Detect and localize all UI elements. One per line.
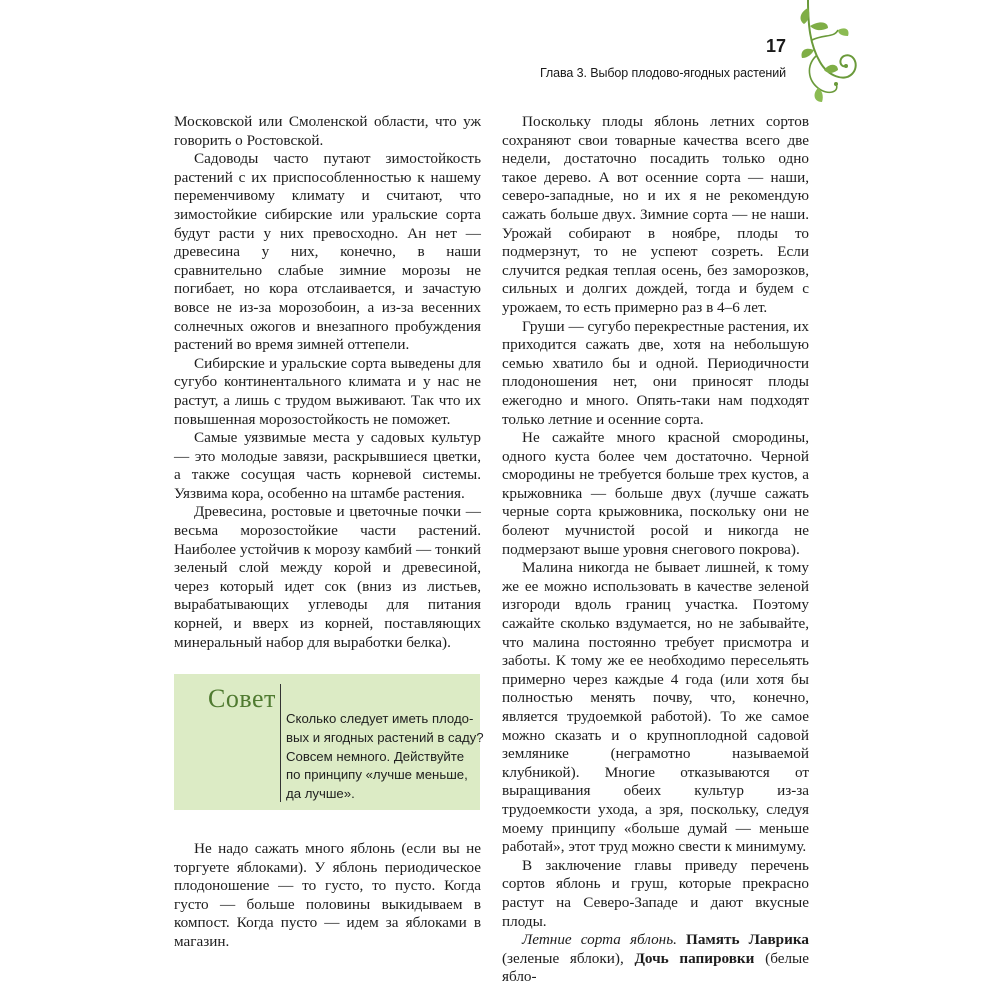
paragraph: Древесина, ростовые и цветочные почки — весьма морозостойкие части растений. Наиболее устойчив к морозу камбий — тонкий зеленый слой между корой и древесиной, через который идет сок (вниз из листьев, вырабатывающих углеводы для питания корней, и вверх из корней, поставляющих минеральный набор для выработки белка). — [174, 503, 481, 651]
tip-title: Совет — [208, 684, 276, 713]
variety-name: Дочь папировки — [634, 949, 755, 967]
paragraph: Малина никогда не бывает лишней, к тому же ее можно использовать в качестве зеленой изгороди вдоль границ участка. Поэтому сажайте сколько вздумается, но не забывайте, что малина постоянно требует присмотра и заботы. К тому же ее необходимо пересельять примерно через каждые 4 года (или хотя бы полностью менять почву, что, конечно, является трудоемкой работой). То же самое можно сказать и о крупноплодной садовой землянике (неграмотно называемой клубникой). Многие отказываются от выращивания обеих культур из-за трудоемкости ухода, а зря, поскольку, следуя моему принципу «больше думай — меньше работай», этот труд можно свести к минимуму. — [502, 559, 809, 856]
page-number: 17 — [765, 36, 786, 56]
variety-note: (белые ябло- — [502, 949, 809, 986]
tip-box — [174, 674, 484, 810]
right-column — [502, 113, 809, 987]
left-column-lower — [174, 840, 481, 952]
variety-paragraph — [502, 931, 809, 987]
paragraph: Сибирские и уральские сорта выведены для сугубо континентального климата и у нас не растут, а лишь с трудом выживают. Так что их повышенная морозостойкость не поможет. — [174, 354, 481, 428]
paragraph: Самые уязвимые места у садовых культур — это молодые завязи, раскрывшиеся цветки, а также сосущая часть корневой системы. Уязвима кора, особенно на штамбе растения. — [174, 429, 481, 502]
left-column — [174, 113, 481, 652]
paragraph: Поскольку плоды яблонь летних сортов сохраняют свои товарные качества всего две недели, достаточно посадить только одно такое дерево. А вот осенние сорта — наши, северо-западные, но и их я не рекомендую сажать больше двух. Зимние сорта — не наши. Урожай собирают в ноябре, плоды то подмерзнут, то не успеют созреть. Если случится редкая теплая осень, без заморозков, сильных и долгих дождей, тогда и будем с урожаем, то есть примерно раз в 4–6 лет. — [502, 113, 809, 316]
paragraph: Садоводы часто путают зимостойкость растений с их приспособленностью к нашему переменчивому климату и считают, что зимостойкие сибирские или уральские сорта будут расти у них превосходно. Ан нет — древесина у них, конечно, в наши сравнительно слабые зимние морозы не погибает, но кора отслаивается, и зачастую вовсе не из-за морозобоин, а из-за весенних солнечных ожогов и внезапного пробуждения растений во время зимней оттепели. — [174, 150, 481, 354]
tip-divider — [280, 684, 281, 802]
chapter-title: Глава 3. Выбор плодово-ягодных растений — [539, 66, 786, 80]
paragraph: В заключение главы приведу перечень сортов яблонь и груш, которые прекрасно растут на Северо-Западе и дают вкусные плоды. — [502, 856, 809, 930]
tip-text — [286, 710, 484, 804]
page-header — [0, 0, 1000, 100]
paragraph: Не надо сажать много яблонь (если вы не торгуете яблоками). У яблонь периодическое плодоношение — то густо, то пусто. Когда густо — больше половины выкидываем в компост. Когда пусто — идем за яблоками в магазин. — [174, 840, 481, 950]
vine-ornament-icon — [794, 0, 864, 110]
paragraph: Груши — сугубо перекрестные растения, их приходится сажать две, хотя на небольшую семью хватило бы и одной. Периодичности плодоношения нет, они приносят плоды ежегодно и много. Опять-таки нам подходят только летние и осенние сорта. — [502, 317, 809, 428]
variety-note: (зеленые яблоки), — [502, 949, 635, 967]
tip-line: Сколько следует иметь плодо- — [286, 711, 474, 726]
tip-line: по принципу «лучше меньше, — [286, 767, 468, 783]
tip-line: да лучше». — [286, 786, 355, 802]
tip-line: Совсем немного. Действуйте — [286, 748, 465, 764]
paragraph: Не сажайте много красной смородины, одного куста более чем достаточно. Черной смородины не требуется больше трех кустов, а крыжовника — больше двух (лучше сажать черные сорта крыжовника, поскольку они не болеют мучнистой росой и никогда не подмерзают выше уровня снегового покрова). — [502, 429, 809, 558]
tip-line: вых и ягодных растений в саду? — [286, 729, 484, 745]
paragraph: Московской или Смоленской области, что уж говорить о Ростовской. — [174, 113, 481, 149]
variety-name: Память Лаврика — [686, 931, 809, 949]
variety-lead: Летние сорта яблонь. — [522, 931, 677, 949]
